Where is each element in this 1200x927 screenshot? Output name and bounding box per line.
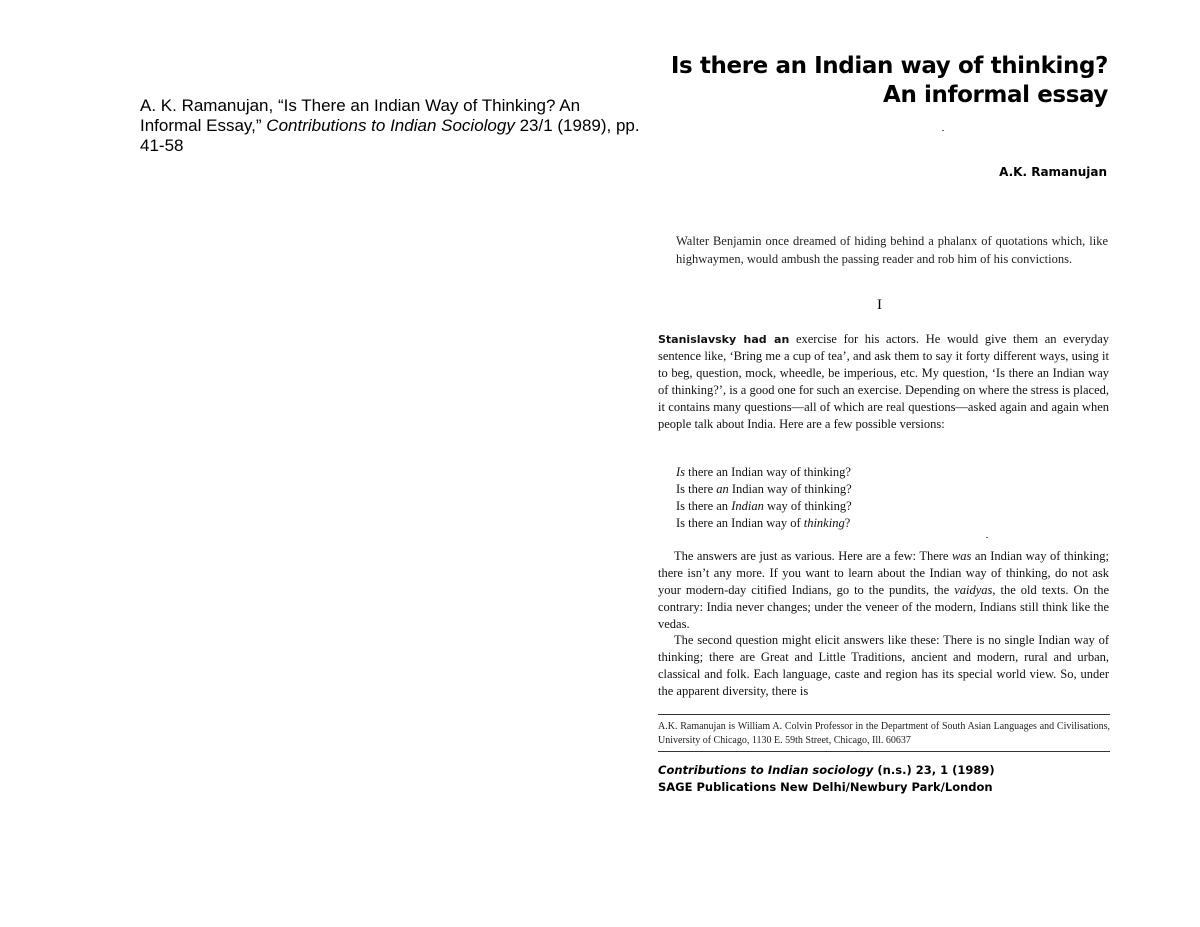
author-footnote: A.K. Ramanujan is William A. Colvin Professor in the Department of South Asian Languages and Civilisations, University of Chicago, 1130 E. 59th Street, Chicago, Ill. 60637 (658, 721, 1110, 746)
citation-journal: Contributions to Indian Sociology (266, 116, 515, 135)
version-line: Is there an Indian way of thinking? (676, 482, 852, 496)
epigraph: Walter Benjamin once dreamed of hiding behind a phalanx of quotations which, like highwaymen, would ambush the passing reader and rob him of his convictions. (676, 234, 1108, 266)
footnote-rule-top (658, 714, 1110, 715)
paragraph-1 (658, 331, 1109, 433)
paragraph-1-text: exercise for his actors. He would give them an everyday sentence like, ‘Bring me a cup of tea’, and ask them to say it forty different ways, using it to beg, question, mock, wheedle, be imperious, etc. My question, ‘Is there an Indian way of thinking?’, is a good one for such an exercise. Depending on where the stress is placed, it contains many questions—all of which are real questions—asked again and again when people talk about India. Here are a few possible versions: (658, 332, 1109, 431)
article-author: A.K. Ramanujan (999, 165, 1107, 179)
article-title (671, 52, 1108, 110)
title-line-1: Is there an Indian way of thinking? (670, 53, 1108, 79)
journal-name: Contributions to Indian sociology (658, 763, 874, 777)
title-line-2: An informal essay (883, 82, 1108, 108)
section-number: I (877, 297, 882, 313)
paragraph-3: The second question might elicit answers like these: There is no single Indian way of thinking; there are Great and Little Traditions, ancient and modern, rural and urban, classical and folk. Each language, caste and region has its special world view. So, under the apparent diversity, there is (658, 633, 1109, 698)
citation-details: 23/1 (1989), pp. 41-58 (140, 116, 640, 155)
version-line: Is there an Indian way of thinking? (676, 516, 851, 530)
journal-publisher: SAGE Publications New Delhi/Newbury Park/London (658, 780, 993, 794)
citation-author-title: A. K. Ramanujan, “Is There an Indian Way of Thinking? An Informal Essay,” (140, 96, 581, 135)
citation-note (140, 96, 640, 156)
footnote-rule-bottom (658, 751, 1110, 752)
version-line: Is there an Indian way of thinking? (676, 465, 851, 479)
paragraph-1-lead: Stanislavsky had an (658, 333, 790, 346)
paragraph-2: The answers are just as various. Here are a few: There was an Indian way of thinking; there isn’t any more. If you want to learn about the Indian way of thinking, do not ask your modern-day citified Indians, go to the pundits, the vaidyas, the old texts. On the contrary: India never changes; under the veneer of the modern, Indians still think like the vedas. (658, 549, 1109, 631)
question-versions (676, 464, 976, 532)
journal-footer (658, 762, 1110, 796)
version-line: Is there an Indian way of thinking? (676, 499, 852, 513)
journal-issue: (n.s.) 23, 1 (1989) (877, 763, 995, 777)
journal-footer-line-1 (658, 762, 1110, 779)
